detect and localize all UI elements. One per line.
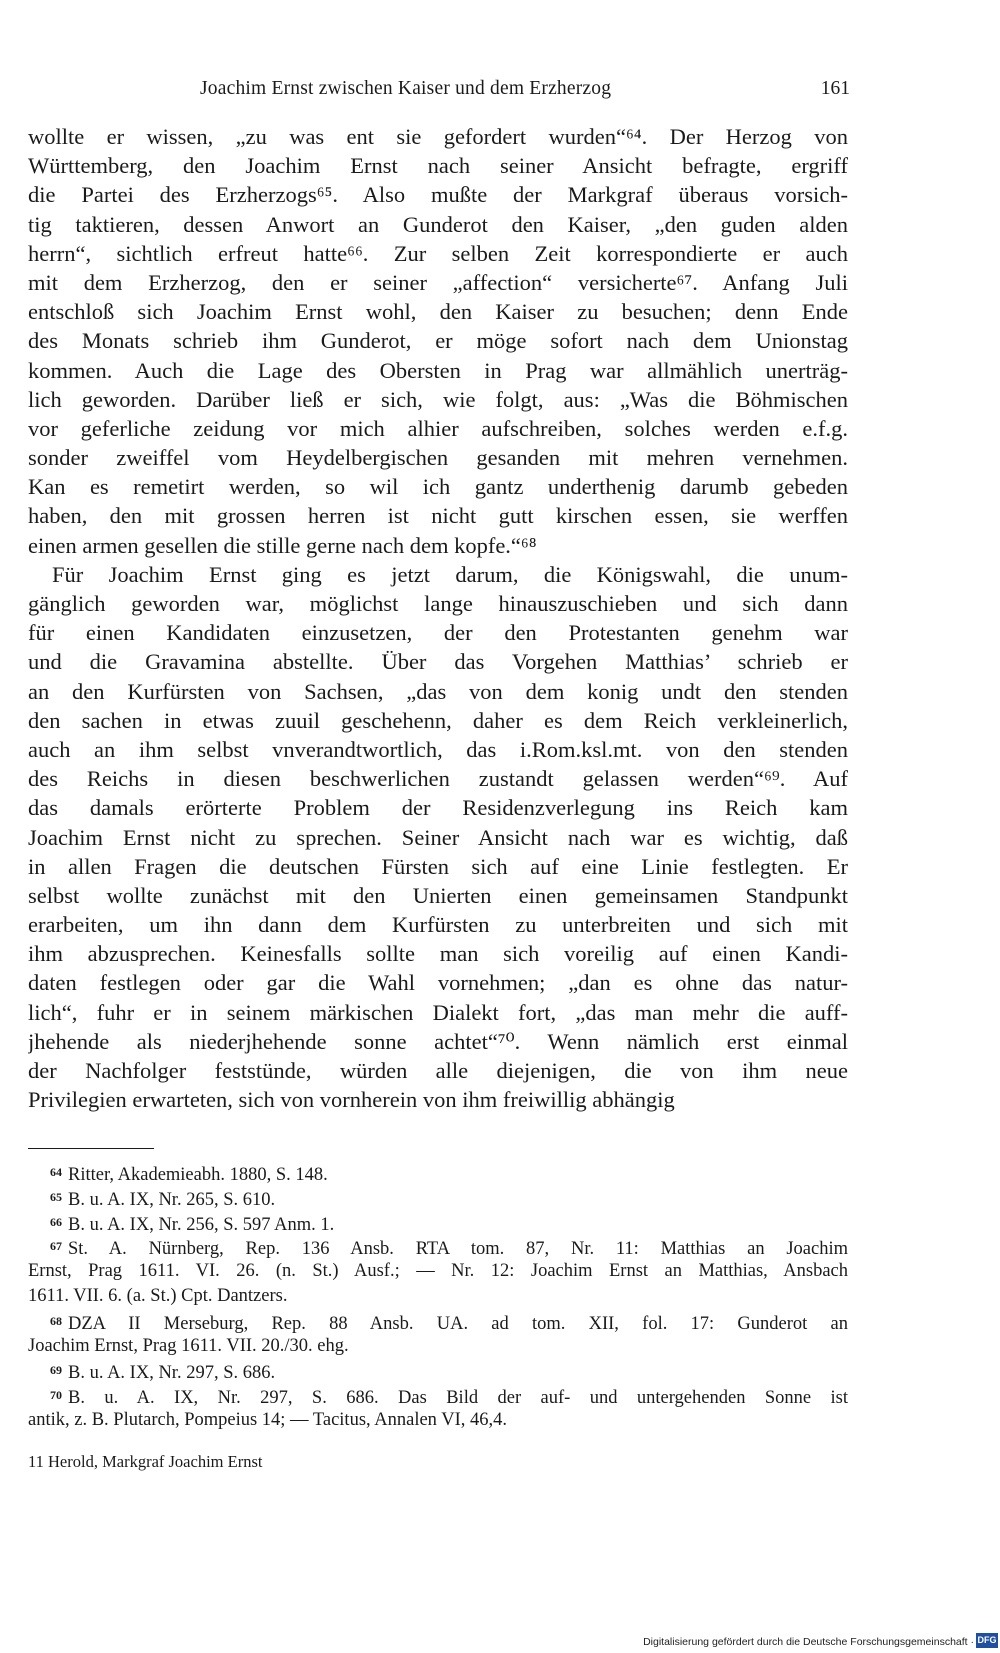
dfg-logo-icon: DFG xyxy=(976,1633,998,1648)
body-line: den sachen in etwas zuuil geschehenn, daher es dem Reich verkleinerlich, xyxy=(28,707,848,733)
body-line: tig taktieren, dessen Anwort an Gunderot den Kaiser, „den guden alden xyxy=(28,211,848,237)
footnote-line xyxy=(28,1259,848,1284)
body-line: mit dem Erzherzog, den er seiner „affection“ versicherte⁶⁷. Anfang Juli xyxy=(28,269,848,295)
footnote-number: 70 xyxy=(50,1388,62,1403)
footnote-line xyxy=(28,1334,848,1359)
body-line: Privilegien erwarteten, sich von vornherein von ihm freiwillig abhängig xyxy=(28,1087,675,1113)
body-line: gänglich geworden war, möglichst lange hinauszuschieben und sich dann xyxy=(28,591,848,616)
footnote-number: 67 xyxy=(50,1239,62,1254)
body-line: selbst wollte zunächst mit den Unierten einen gemeinsamen Standpunkt xyxy=(28,882,848,908)
footnote-67 xyxy=(28,1234,848,1308)
footnote-number: 64 xyxy=(50,1165,62,1179)
body-line: Joachim Ernst nicht zu sprechen. Seiner Ansicht nach war es wichtig, daß xyxy=(28,824,848,850)
footnote-line xyxy=(28,1160,848,1185)
footnote-number: 69 xyxy=(50,1363,62,1378)
body-line: sonder zweiffel vom Heydelbergischen gesanden mit mehren vernehmen. xyxy=(28,445,848,471)
body-line: jhehende als niederjhehende sonne achtet“⁷⁰. Wenn nämlich erst einmal xyxy=(28,1028,848,1054)
footnote-text: antik, z. B. Plutarch, Pompeius 14; — Tacitus, Annalen VI, 46,4. xyxy=(28,1409,507,1430)
footnote-line xyxy=(28,1210,848,1235)
body-line: wollte er wissen, „zu was ent sie gefordert wurden“⁶⁴. Der Herzog von xyxy=(28,124,848,149)
body-line: für einen Kandidaten einzusetzen, der den Protestanten genehm war xyxy=(28,620,848,646)
footnote-70 xyxy=(28,1383,848,1433)
body-line: die Partei des Erzherzogs⁶⁵. Also mußte der Markgraf überaus vorsich- xyxy=(28,182,848,208)
footnote-text: B. u. A. IX, Nr. 256, S. 597 Anm. 1. xyxy=(68,1214,335,1235)
digitization-note: Digitalisierung gefördert durch die Deutsche Forschungsgemeinschaft · xyxy=(643,1636,974,1648)
footnote-text: B. u. A. IX, Nr. 297, S. 686. Das Bild der auf- und untergehenden Sonne ist xyxy=(68,1388,848,1408)
body-text xyxy=(28,122,848,1114)
footnote-68 xyxy=(28,1309,848,1359)
footnote-text: 1611. VII. 6. (a. St.) Cpt. Dantzers. xyxy=(28,1285,288,1306)
footnote-line xyxy=(28,1358,848,1383)
body-line: entschloß sich Joachim Ernst wohl, den Kaiser zu besuchen; denn Ende xyxy=(28,299,848,325)
body-line: vor geferliche zeidung vor mich alhier aufschreiben, solches werden e.f.g. xyxy=(28,415,848,441)
running-title: Joachim Ernst zwischen Kaiser und dem Erzherzog xyxy=(200,78,612,99)
footnote-line xyxy=(28,1185,848,1210)
body-line: lich geworden. Darüber ließ er sich, wie folgt, aus: „Was die Böhmischen xyxy=(28,386,848,412)
footnote-number: 66 xyxy=(50,1214,62,1229)
body-line: erarbeiten, um ihn dann dem Kurfürsten zu unterbreiten und sich mit xyxy=(28,912,848,938)
footnote-66 xyxy=(28,1210,848,1235)
footnote-text: B. u. A. IX, Nr. 265, S. 610. xyxy=(68,1189,276,1210)
body-line: lich“, fuhr er in seinem märkischen Dialekt fort, „das man mehr die auff- xyxy=(28,999,848,1025)
footnote-number: 68 xyxy=(50,1313,62,1328)
body-line: in allen Fragen die deutschen Fürsten sich auf eine Linie festlegten. Er xyxy=(28,853,848,879)
footnote-line xyxy=(28,1383,848,1408)
body-line: ihm abzusprechen. Keinesfalls sollte man sich voreilig auf einen Kandi- xyxy=(28,941,848,967)
footnote-64 xyxy=(28,1160,848,1185)
body-line: daten festlegen oder gar die Wahl vornehmen; „dan es ohne das natur- xyxy=(28,970,848,996)
running-head xyxy=(0,78,850,108)
signature-mark: 11 Herold, Markgraf Joachim Ernst xyxy=(28,1452,263,1471)
body-line: an den Kurfürsten von Sachsen, „das von dem konig undt den stenden xyxy=(28,678,848,704)
footnote-text: St. A. Nürnberg, Rep. 136 Ansb. RTA tom. 87, Nr. 11: Matthias an Joachim xyxy=(68,1239,848,1260)
footnote-number: 65 xyxy=(50,1189,62,1204)
footnote-line xyxy=(28,1234,848,1259)
body-line: Württemberg, den Joachim Ernst nach seiner Ansicht befragte, ergriff xyxy=(28,153,848,179)
footnote-line xyxy=(28,1309,848,1334)
footnotes xyxy=(28,1160,848,1433)
footnote-text: Ernst, Prag 1611. VI. 26. (n. St.) Ausf.; — Nr. 12: Joachim Ernst an Matthias, Ansbach xyxy=(28,1261,848,1282)
body-line: einen armen gesellen die stille gerne nach dem kopfe.“⁶⁸ xyxy=(28,532,537,558)
body-line: kommen. Auch die Lage des Obersten in Prag war allmählich unerträg- xyxy=(28,357,848,383)
body-line: der Nachfolger feststünde, würden alle diejenigen, die von ihm neue xyxy=(28,1058,848,1083)
footnote-text: DZA II Merseburg, Rep. 88 Ansb. UA. ad tom. XII, fol. 17: Gunderot an xyxy=(68,1313,848,1334)
body-line: Für Joachim Ernst ging es jetzt darum, die Königswahl, die unum- xyxy=(52,561,848,587)
footnote-text: Ritter, Akademieabh. 1880, S. 148. xyxy=(68,1165,328,1185)
body-line: und die Gravamina abstellte. Über das Vorgehen Matthias’ schrieb er xyxy=(28,649,848,675)
footnote-69 xyxy=(28,1358,848,1383)
body-line: haben, den mit grossen herren ist nicht gutt kirschen essen, sie werffen xyxy=(28,503,848,529)
footnote-text: Joachim Ernst, Prag 1611. VII. 20./30. ehg. xyxy=(28,1335,349,1356)
body-line: auch an ihm selbst vnverandtwortlich, das i.Rom.ksl.mt. von den stenden xyxy=(28,736,848,762)
footnote-text: B. u. A. IX, Nr. 297, S. 686. xyxy=(68,1363,276,1384)
body-line: herrn“, sichtlich erfreut hatte⁶⁶. Zur selben Zeit korrespondierte er auch xyxy=(28,240,848,266)
footnote-line xyxy=(28,1408,848,1433)
body-line: des Monats schrieb ihm Gunderot, er möge sofort nach dem Unionstag xyxy=(28,328,848,354)
body-line: das damals erörterte Problem der Residenzverlegung ins Reich kam xyxy=(28,795,848,821)
body-line: des Reichs in diesen beschwerlichen zustandt gelassen werden“⁶⁹. Auf xyxy=(28,766,848,792)
page-number: 161 xyxy=(820,78,850,99)
body-line: Kan es remetirt werden, so wil ich gantz underthenig darumb gebeden xyxy=(28,474,848,500)
footnote-separator xyxy=(28,1148,154,1149)
footnote-65 xyxy=(28,1185,848,1210)
footnote-line xyxy=(28,1284,848,1309)
